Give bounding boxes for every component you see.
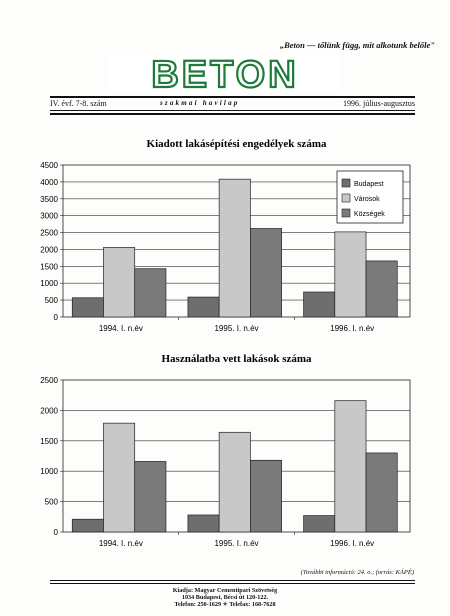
source-note: (További információ: 24. o.; forrás: KÁPÉ) xyxy=(300,569,414,576)
bar xyxy=(135,461,166,532)
bar xyxy=(366,453,397,532)
bar xyxy=(72,298,103,317)
bar xyxy=(103,247,134,317)
y-tick-label: 1500 xyxy=(40,436,58,446)
publisher-address: 1034 Budapest, Bécsi út 120-122. xyxy=(181,594,269,602)
motto: „Beton — tőlünk függ, mit alkotunk belőle" xyxy=(279,40,435,50)
x-tick-label: 1995. I. n.év xyxy=(214,539,259,548)
y-tick-label: 4000 xyxy=(40,177,58,187)
y-tick-label: 500 xyxy=(44,497,58,507)
bar xyxy=(366,261,397,317)
chart-completed xyxy=(40,353,410,548)
y-tick-label: 2000 xyxy=(40,245,58,255)
bar xyxy=(335,232,366,317)
y-tick-label: 3500 xyxy=(40,194,58,204)
bar xyxy=(103,423,134,532)
y-tick-label: 500 xyxy=(44,296,58,306)
legend-label: Budapest xyxy=(354,181,384,188)
legend-label: Községek xyxy=(354,211,385,218)
y-tick-label: 2500 xyxy=(40,228,58,238)
x-tick-label: 1996. I. n.év xyxy=(330,324,375,333)
y-tick-label: 2000 xyxy=(40,406,58,416)
bar xyxy=(219,432,250,532)
publisher-phone: Telefon: 250-1629 ✧ Telefax: 168-7628 xyxy=(174,601,276,609)
logo-text: BETON xyxy=(151,55,299,91)
chart-permits xyxy=(40,138,410,333)
x-tick-label: 1995. I. n.év xyxy=(214,324,259,333)
tagline: szakmai havilap xyxy=(160,99,240,107)
issue-number: IV. évf. 7-8. szám xyxy=(50,99,107,108)
bar xyxy=(219,179,250,317)
chart-title: Használatba vett lakások száma xyxy=(161,353,312,365)
bar xyxy=(188,515,219,532)
y-tick-label: 1500 xyxy=(40,262,58,272)
y-tick-label: 3000 xyxy=(40,211,58,221)
legend-label: Városok xyxy=(354,196,380,203)
y-tick-label: 2500 xyxy=(40,376,58,385)
publisher-footer xyxy=(0,587,450,609)
bar xyxy=(72,519,103,532)
bar xyxy=(135,269,166,317)
legend-swatch xyxy=(342,194,350,202)
x-tick-label: 1994. I. n.év xyxy=(98,324,143,333)
footer-rule-top xyxy=(50,580,415,581)
bar xyxy=(304,292,335,317)
publisher-name: Kiadja: Magyar Cementipari Szövetség xyxy=(172,587,278,594)
legend-swatch xyxy=(342,179,350,187)
y-tick-label: 1000 xyxy=(40,467,58,477)
bar xyxy=(250,229,281,317)
legend-swatch xyxy=(342,209,350,217)
y-tick-label: 4500 xyxy=(40,161,58,170)
chart-title: Kiadott lakásépítési engedélyek száma xyxy=(146,138,327,150)
bar xyxy=(188,297,219,317)
footer-rule-bottom xyxy=(50,583,415,584)
issue-date: 1996. július-augusztus xyxy=(343,99,415,108)
bar xyxy=(250,460,281,532)
y-tick-label: 0 xyxy=(53,313,58,322)
bar xyxy=(335,401,366,532)
y-tick-label: 1000 xyxy=(40,279,58,289)
x-tick-label: 1994. I. n.év xyxy=(98,539,143,548)
x-tick-label: 1996. I. n.év xyxy=(330,539,375,548)
y-tick-label: 0 xyxy=(53,528,58,537)
bar xyxy=(304,516,335,532)
